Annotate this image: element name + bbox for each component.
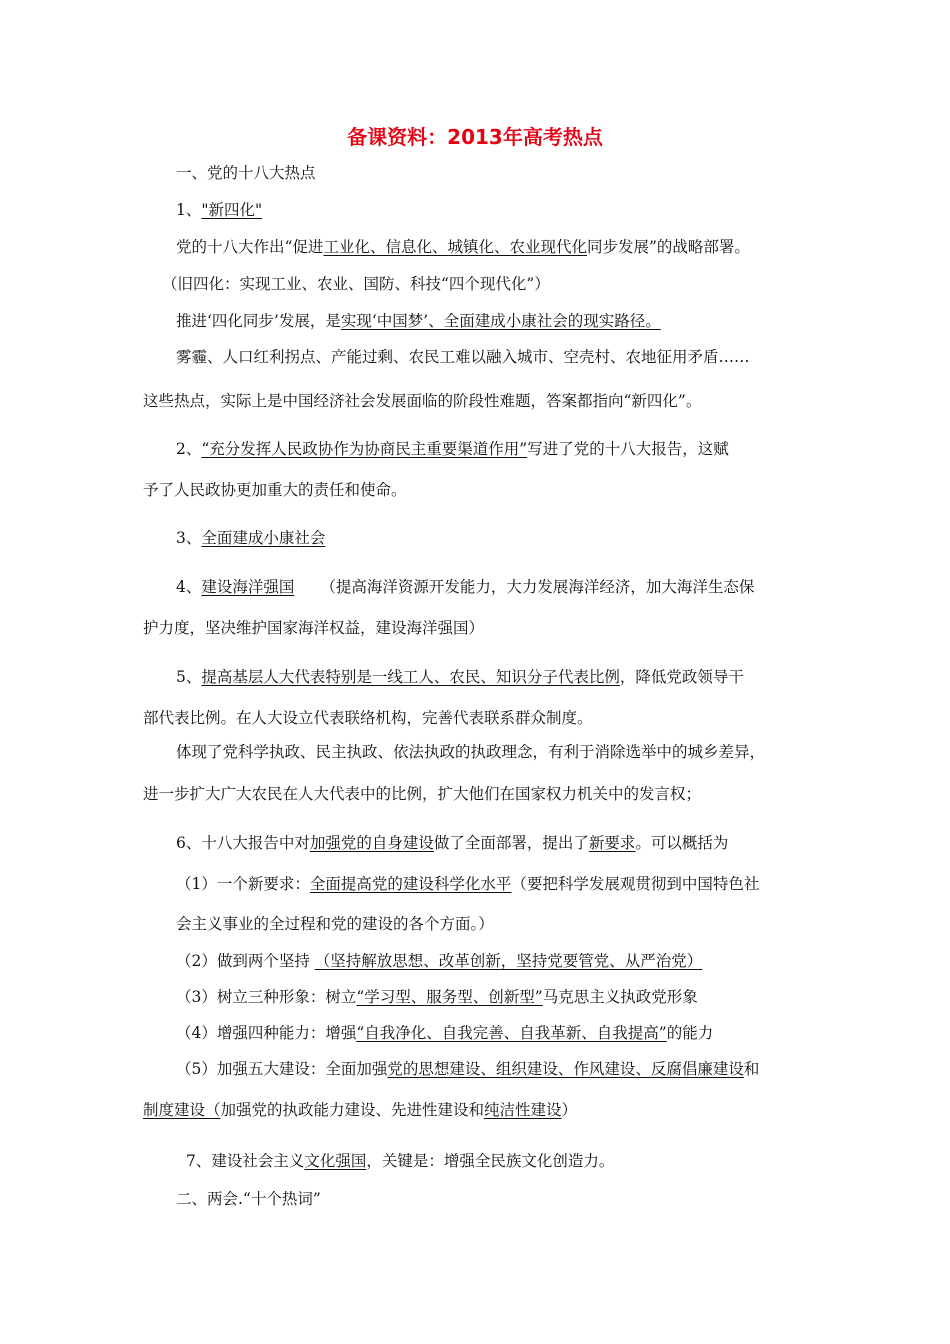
item-5-line-2: 部代表比例。在人大设立代表联络机构，完善代表联系群众制度。 [143, 709, 593, 727]
underlined-text: 提高基层人大代表特别是一线工人、农民、知识分子代表比例 [201, 668, 620, 686]
item-6-sub-3 [176, 986, 698, 1008]
item-1-paragraph-4: 雾霾、人口红利拐点、产能过剩、农民工难以融入城市、空壳村、农地征用矛盾…… [176, 348, 750, 366]
underlined-text: 文化强国 [304, 1152, 367, 1170]
text-run: （3）树立三种形象：树立 [176, 988, 357, 1006]
item-6-line-1 [176, 832, 728, 854]
underlined-text: 工业化、信息化、城镇化、农业现代化 [323, 238, 587, 256]
text-run: 的能力 [666, 1024, 714, 1042]
underlined-text: 纯洁性建设 [484, 1101, 562, 1119]
item-6-sub-5-cont [143, 1099, 577, 1121]
text-run: ） [561, 1101, 578, 1119]
item-3-label: 3、 [176, 529, 202, 547]
text-run: 党的十八大作出“促进 [176, 238, 324, 256]
item-5-line-1 [176, 666, 744, 688]
text-run: 写进了党的十八大报告，这赋 [527, 440, 729, 458]
underlined-text: 全面提高党的建设科学化水平 [309, 875, 512, 893]
underlined-text: “充分发挥人民政协作为协商民主重要渠道作用” [201, 440, 528, 458]
underlined-text: “自我净化、自我完善、自我革新、自我提高” [356, 1024, 667, 1042]
item-2-line-1 [176, 438, 729, 460]
underlined-text: 新要求 [588, 834, 636, 852]
item-1-name: "新四化" [201, 201, 263, 219]
underlined-text: 制度建设（ [143, 1101, 221, 1119]
text-run: 推进‘四化同步’发展，是 [176, 312, 341, 330]
item-5-label: 5、 [176, 668, 202, 686]
text-run: （2）做到两个坚持 [176, 952, 315, 970]
item-2-line-2: 予了人民政协更加重大的责任和使命。 [143, 481, 407, 499]
text-run: ，关键是：增强全民族文化创造力。 [366, 1152, 615, 1170]
item-1-paragraph-2: （旧四化：实现工业、农业、国防、科技“四个现代化”） [162, 275, 550, 293]
text-run: （提高海洋资源开发能力，大力发展海洋经济，加大海洋生态保 [320, 578, 755, 596]
text-run: 马克思主义执政党形象 [542, 988, 698, 1006]
item-6-sub-1-cont: 会主义事业的全过程和党的建设的各个方面。） [176, 915, 494, 933]
text-run: 和 [743, 1060, 760, 1078]
section-heading-1: 一、党的十八大热点 [176, 164, 316, 182]
text-run: 加强党的执政能力建设、先进性建设和 [220, 1101, 485, 1119]
text-run: 6、十八大报告中对 [176, 834, 310, 852]
item-1-label: 1、 [176, 201, 202, 219]
item-3 [176, 527, 325, 549]
item-4-line-2: 护力度，坚决维护国家海洋权益，建设海洋强国） [143, 619, 485, 637]
underlined-text: 党的思想建设、组织建设、作风建设、反腐倡廉建设 [387, 1060, 744, 1078]
item-1-paragraph-5: 这些热点，实际上是中国经济社会发展面临的阶段性难题，答案都指向“新四化”。 [143, 392, 702, 410]
text-run: 同步发展”的战略部署。 [586, 238, 750, 256]
text-run: （1）一个新要求： [176, 875, 310, 893]
underlined-text: 建设海洋强国 [201, 578, 295, 596]
underlined-text: （坚持解放思想、改革创新，坚持党要管党、从严治党） [314, 952, 703, 970]
page-title: 备课资料：2013年高考热点 [347, 125, 603, 149]
item-7 [186, 1150, 614, 1172]
item-1-paragraph-3 [176, 310, 661, 332]
text-run: （5）加强五大建设：全面加强 [176, 1060, 388, 1078]
text-run: （要把科学发展观贯彻到中国特色社 [511, 875, 760, 893]
underlined-text: “学习型、服务型、创新型” [356, 988, 543, 1006]
underlined-text: 全面建成小康社会 [201, 529, 326, 547]
item-6-sub-1 [176, 873, 759, 895]
text-run: 。可以概括为 [635, 834, 729, 852]
item-4-label: 4、 [176, 578, 202, 596]
item-6-sub-2 [176, 950, 702, 972]
item-2-label: 2、 [176, 440, 202, 458]
item-5-paragraph-2: 体现了党科学执政、民主执政、依法执政的执政理念，有利于消除选举中的城乡差异， [176, 743, 766, 761]
section-heading-2: 二、两会.“十个热词” [176, 1190, 321, 1208]
item-4-line-1 [176, 576, 754, 598]
text-run: 做了全面部署，提出了 [433, 834, 589, 852]
text-run: （4）增强四种能力：增强 [176, 1024, 357, 1042]
item-6-sub-4 [176, 1022, 713, 1044]
text-run: 7、建设社会主义 [186, 1152, 305, 1170]
item-1-heading [176, 199, 262, 221]
text-run: ，降低党政领导干 [619, 668, 744, 686]
item-6-sub-5 [176, 1058, 759, 1080]
item-1-paragraph-1 [176, 236, 750, 258]
underlined-text: 实现‘中国梦’、全面建成小康社会的现实路径。 [340, 312, 661, 330]
underlined-text: 加强党的自身建设 [309, 834, 434, 852]
item-5-paragraph-3: 进一步扩大广大农民在人大代表中的比例，扩大他们在国家权力机关中的发言权； [143, 785, 702, 803]
